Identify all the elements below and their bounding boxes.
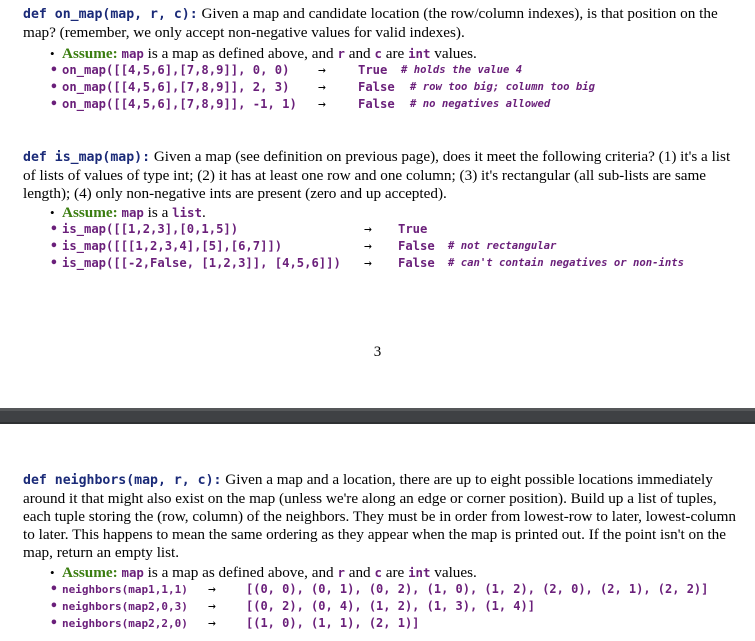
arrow-icon: →	[318, 97, 326, 112]
is-map-assume: • Assume: map is a list.	[48, 204, 743, 221]
assume-keyword: Assume:	[62, 204, 118, 221]
on-map-section	[23, 5, 743, 113]
is-map-bullets	[48, 204, 743, 272]
code-list: list	[172, 205, 202, 220]
neighbors-description	[23, 471, 745, 562]
neighbors-section	[23, 471, 745, 632]
arrow-icon: →	[208, 616, 216, 631]
arrow-icon: →	[208, 582, 216, 597]
code-int: int	[408, 565, 431, 580]
on-map-example-1: • on_map([[4,5,6],[7,8,9]], 0, 0) → True # holds the value 4	[48, 62, 743, 79]
arrow-icon: →	[364, 256, 372, 271]
neighbors-example-2: • neighbors(map2,0,3) → [(0, 2), (0, 4), (1, 2), (1, 3), (1, 4)]	[48, 598, 745, 615]
code-r: r	[337, 565, 345, 580]
is-map-section	[23, 148, 743, 272]
is-map-description-text: Given a map (see definition on previous page), does it meet the following criteria? (1) it's a list of lists of values of type int; (2) it has at least one row and one column; (3) it's rectangular (all sub-lists are same length); (4) only non-negative ints are present (zero and up accepted).	[23, 148, 731, 202]
code-c: c	[374, 565, 382, 580]
code-int: int	[408, 46, 431, 61]
on-map-description	[23, 5, 743, 42]
page-separator	[0, 408, 755, 424]
assume-keyword: Assume:	[62, 564, 118, 581]
is-map-example-2: • is_map([[[1,2,3,4],[5],[6,7]]) → False # not rectangular	[48, 238, 743, 255]
on-map-bullets	[48, 45, 743, 113]
code-r: r	[337, 46, 345, 61]
is-map-example-3: • is_map([[-2,False, [1,2,3]], [4,5,6]]) → False # can't contain negatives or non-ints	[48, 255, 743, 272]
page-number: 3	[373, 344, 382, 360]
on-map-example-2: • on_map([[4,5,6],[7,8,9]], 2, 3) → False # row too big; column too big	[48, 79, 743, 96]
on-map-example-3: • on_map([[4,5,6],[7,8,9]], -1, 1) → False # no negatives allowed	[48, 96, 743, 113]
code-map: map	[121, 565, 144, 580]
arrow-icon: →	[318, 80, 326, 95]
is-map-example-1: • is_map([[1,2,3],[0,1,5]) → True	[48, 221, 743, 238]
arrow-icon: →	[208, 599, 216, 614]
page-4	[0, 424, 755, 641]
code-map: map	[121, 205, 144, 220]
is-map-description	[23, 148, 743, 203]
assume-keyword: Assume:	[62, 45, 118, 62]
arrow-icon: →	[318, 63, 326, 78]
neighbors-description-text: Given a map and a location, there are up to eight possible locations immediately around it that might also exist on the map (unless we're along an edge or corner position). Build up a list of tuples, each tuple storing the (row, column) of the neighbors. They must be in order from lowest-row to later, lowest-column to later. This happens to mean the same ordering as they appear when the map is printed out. If the point isn't on the map, return an empty list.	[23, 471, 737, 561]
neighbors-bullets	[48, 564, 745, 632]
is-map-signature: def is_map(map):	[23, 150, 151, 165]
arrow-icon: →	[364, 239, 372, 254]
on-map-assume: • Assume: map is a map as defined above, and r and c are int values.	[48, 45, 743, 62]
code-c: c	[374, 46, 382, 61]
neighbors-example-3: • neighbors(map2,2,0) → [(1, 0), (1, 1), (2, 1)]	[48, 615, 745, 632]
neighbors-assume: • Assume: map is a map as defined above, and r and c are int values.	[48, 564, 745, 581]
arrow-icon: →	[364, 222, 372, 237]
code-map: map	[121, 46, 144, 61]
neighbors-signature: def neighbors(map, r, c):	[23, 473, 222, 488]
neighbors-example-1: • neighbors(map1,1,1) → [(0, 0), (0, 1), (0, 2), (1, 0), (1, 2), (2, 0), (2, 1), (2, 2)]	[48, 581, 745, 598]
on-map-signature: def on_map(map, r, c):	[23, 7, 198, 22]
on-map-description-text: Given a map and candidate location (the row/column indexes), is that position on the map? (remember, we only accept non-negative values for valid indexes).	[23, 5, 718, 41]
